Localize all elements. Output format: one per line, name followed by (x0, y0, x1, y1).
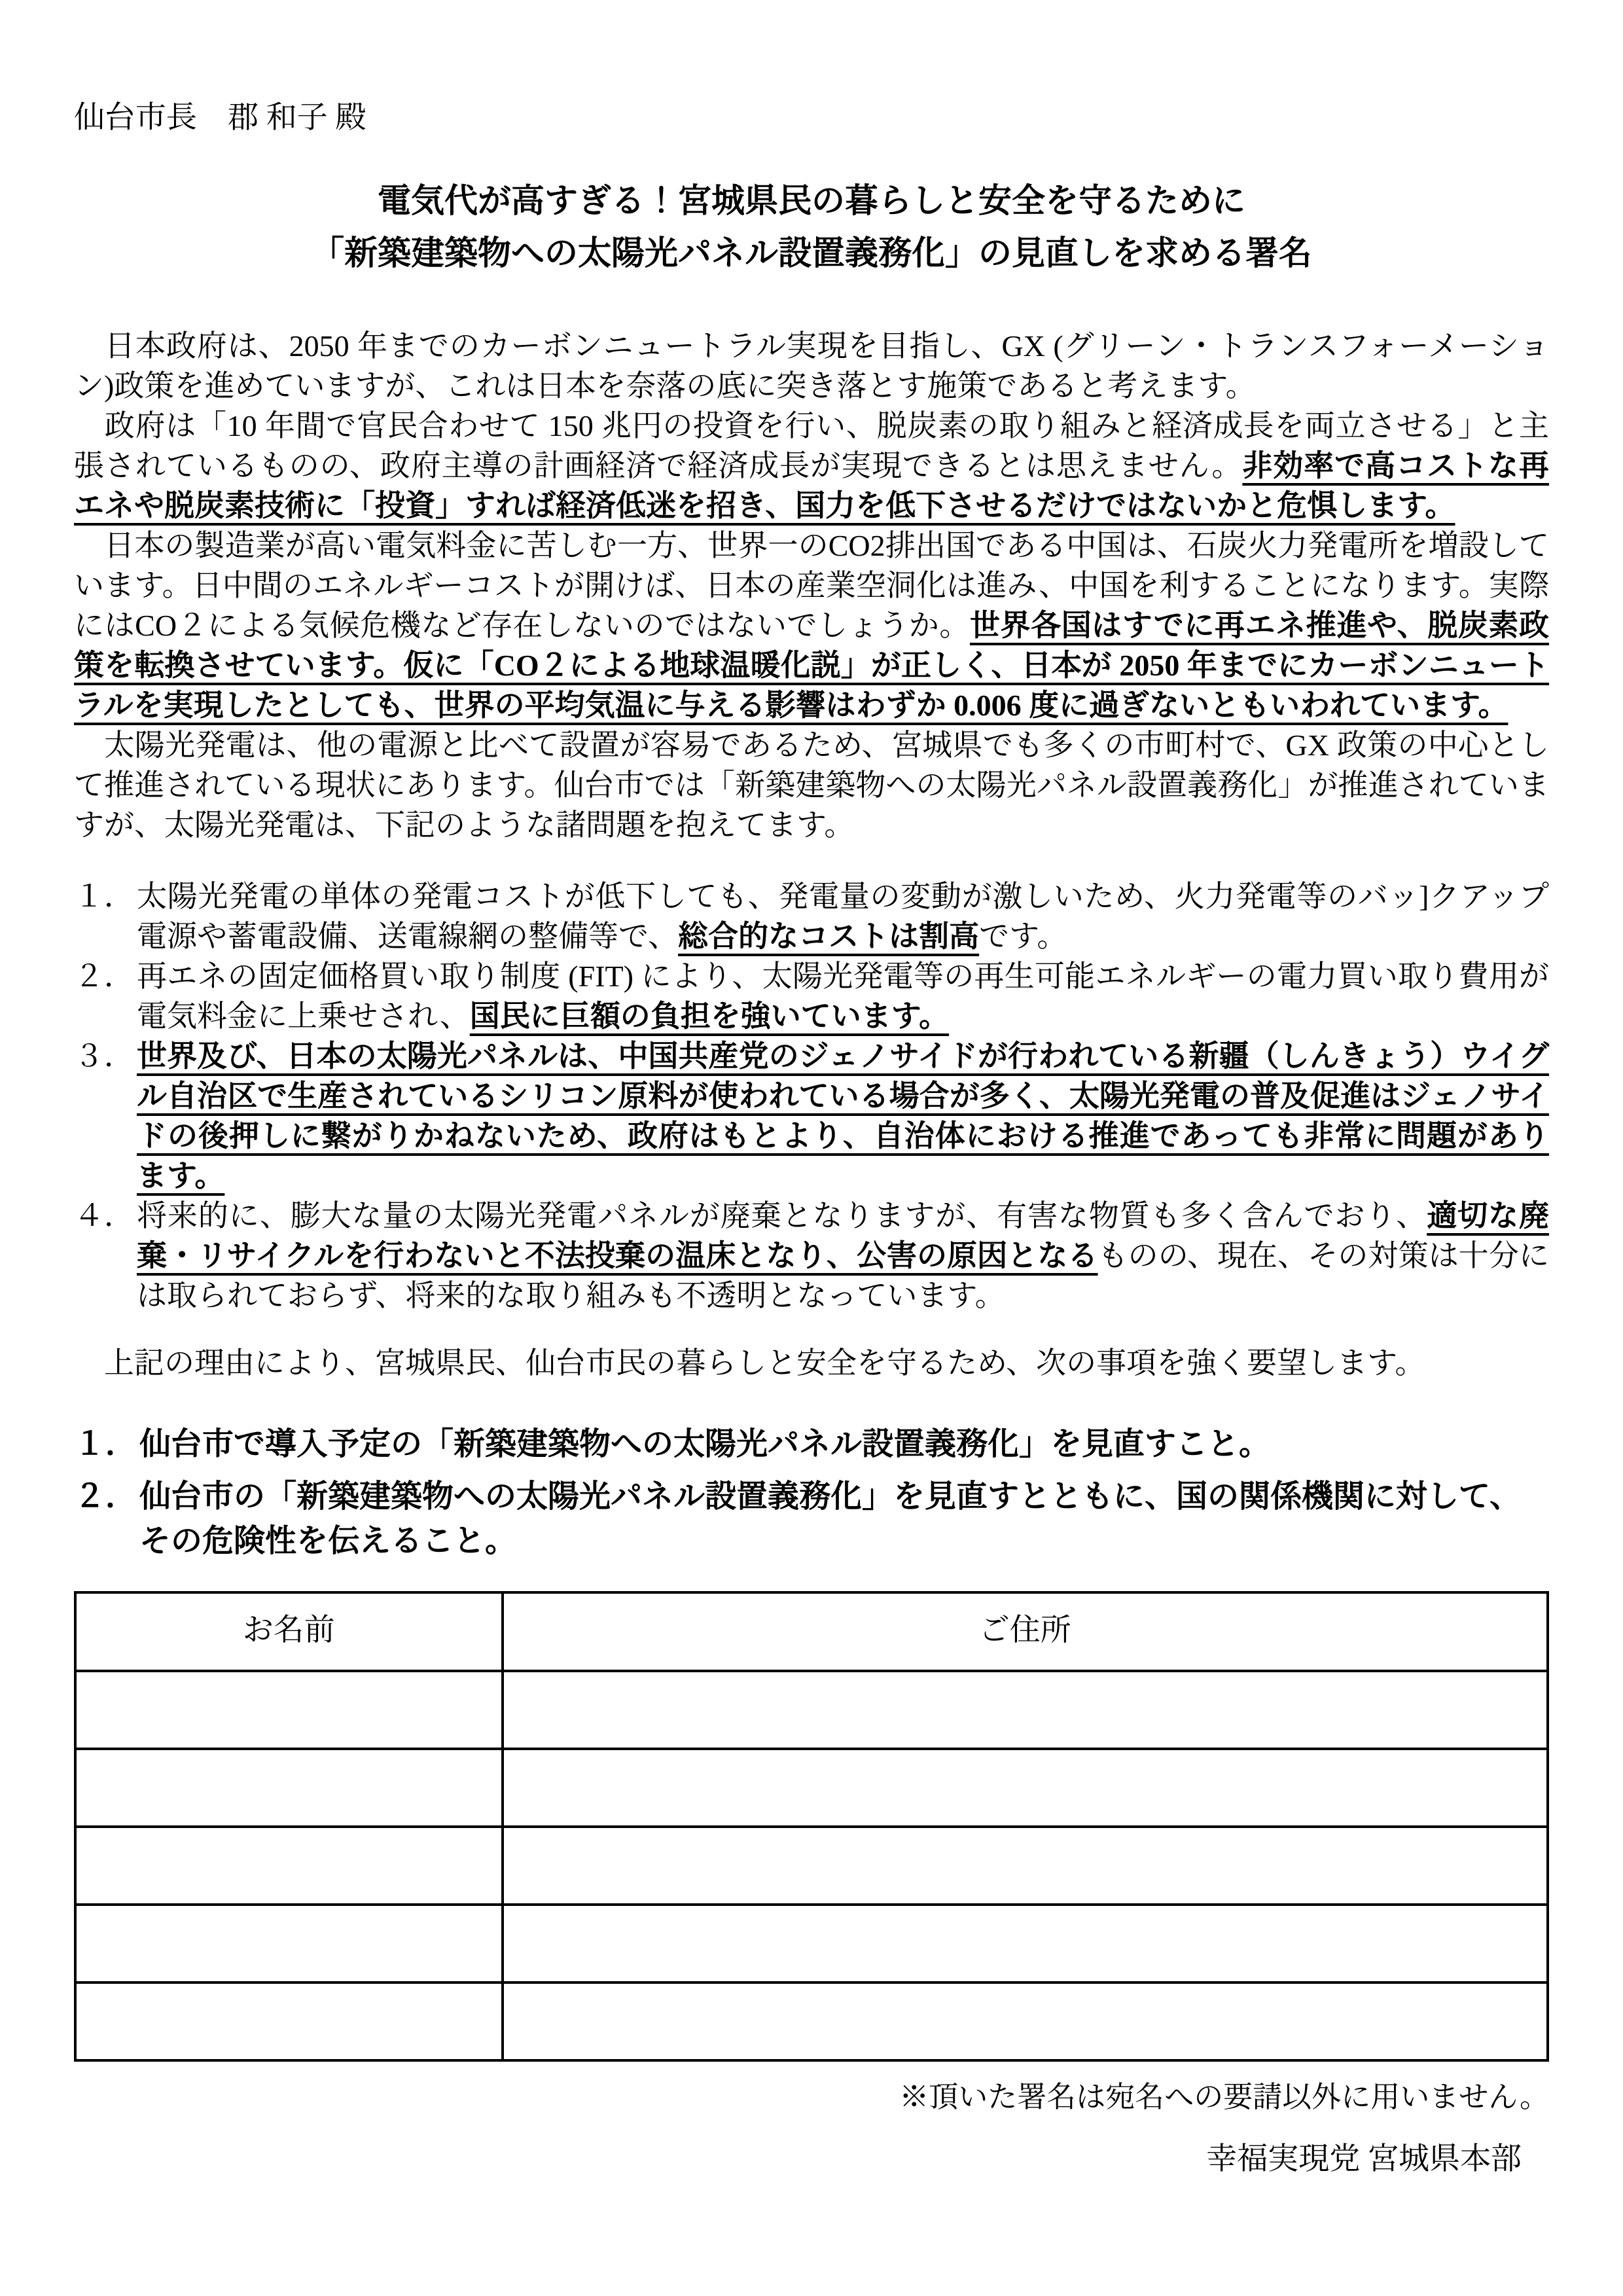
issue-item-1 (74, 876, 1549, 956)
issue-number: ３． (74, 1039, 134, 1073)
signature-row (75, 1905, 1548, 1982)
issue-number: ２． (74, 960, 134, 993)
paragraph-china-co2: 日本の製造業が高い電気料金に苦しむ一方、世界一のCO2排出国である中国は、石炭火力発電所を増設しています。日中間のエネルギーコストが開けば、日本の産業空洞化は進み、中国を利することになります。実際にはCO２による気候危機など存在しないのではないでしょうか。世界各国はすでに再エネ推進や、脱炭素政策を転換させています。仮に「CO２による地球温暖化説」が正しく、日本が 2050 年までにカーボンニュートラルを実現したとしても、世界の平均気温に与える影響はわずか 0.006 度に過ぎないともいわれています。 (74, 529, 1549, 722)
address-entry-cell[interactable] (503, 1905, 1548, 1982)
paragraph-gx-policy: 日本政府は、2050 年までのカーボンニュートラル実現を目指し、GX (グリーン・トランスフォーメーション)政策を進めていますが、これは日本を奈落の底に突き落とす施策であると考えます。 (74, 329, 1549, 403)
signature-row (75, 1749, 1548, 1827)
issue-item-4 (74, 1196, 1549, 1316)
petition-title-line2: 「新築建築物への太陽光パネル設置義務化」の見直しを求める署名 (310, 236, 1312, 272)
issue-text: 太陽光発電の単体の発電コストが低下しても、発電量の変動が激しいため、火力発電等のバッ]クアップ電源や蓄電設備、送電線網の整備等で、総合的なコストは割高です。 (137, 880, 1549, 953)
addressee-line: 仙台市長 郡 和子 殿 (74, 101, 366, 135)
issue-list (74, 876, 1549, 1316)
demand-text: 仙台市で導入予定の「新築建築物への太陽光パネル設置義務化」を見直すこと。 (139, 1427, 1271, 1462)
address-entry-cell[interactable] (503, 1671, 1548, 1749)
paragraph-investment-concern: 政府は「10 年間で官民合わせて 150 兆円の投資を行い、脱炭素の取り組みと経済成長を両立させる」と主張されているものの、政府主導の計画経済で経済成長が実現できるとは思えません。非効率で高コストな再エネや脱炭素技術に「投資」すれば経済低迷を招き、国力を低下させるだけではないかと危惧します。 (74, 409, 1550, 522)
signature-table-header-row (75, 1592, 1548, 1671)
name-entry-cell[interactable] (75, 1749, 503, 1827)
petition-title-line1: 電気代が高すぎる！宮城県民の暮らしと安全を守るために (377, 183, 1245, 220)
petition-body (74, 326, 1549, 845)
name-entry-cell[interactable] (75, 1827, 503, 1905)
demand-item-1 (74, 1422, 1549, 1467)
issue-text: 世界及び、日本の太陽光パネルは、中国共産党のジェノサイドが行われている新疆（しんきょう）ウイグル自治区で生産されているシリコン原料が使われている場合が多く、太陽光発電の普及促進はジェノサイドの後押しに繋がりかねないため、政府はもとより、自治体における推進であっても非常に問題があります。 (137, 1039, 1549, 1193)
name-entry-cell[interactable] (75, 1982, 503, 2060)
demand-number: ２． (74, 1479, 137, 1514)
column-header-name: お名前 (75, 1592, 503, 1671)
issue-item-2 (74, 956, 1549, 1036)
column-header-address: ご住所 (503, 1592, 1548, 1671)
address-entry-cell[interactable] (503, 1749, 1548, 1827)
issue-text: 再エネの固定価格買い取り制度 (FIT) により、太陽光発電等の再生可能エネルギーの電力買い取り費用が電気料金に上乗せされ、国民に巨額の負担を強いています。 (137, 960, 1549, 1033)
paragraph-solar-mandate: 太陽光発電は、他の電源と比べて設置が容易であるため、宮城県でも多くの市町村で、GX 政策の中心として推進されている現状にあります。仙台市では「新築建築物への太陽光パネル設置義務化」が推進されていますが、太陽光発電は、下記のような諸問題を抱えてます。 (74, 728, 1549, 842)
issue-text: 将来的に、膨大な量の太陽光発電パネルが廃棄となりますが、有害な物質も多く含んでおり、適切な廃棄・リサイクルを行わないと不法投棄の温床となり、公害の原因となるものの、現在、その対策は十分には取られておらず、将来的な取り組みも不透明となっています。 (137, 1199, 1550, 1312)
name-entry-cell[interactable] (75, 1905, 503, 1982)
name-entry-cell[interactable] (75, 1671, 503, 1749)
address-entry-cell[interactable] (503, 1827, 1548, 1905)
issue-number: ４． (74, 1199, 134, 1232)
signature-row (75, 1827, 1548, 1905)
demand-text: 仙台市の「新築建築物への太陽光パネル設置義務化」を見直すとともに、国の関係機関に対して、その危険性を伝えること。 (139, 1479, 1522, 1558)
signature-table-body (75, 1671, 1548, 2060)
address-entry-cell[interactable] (503, 1982, 1548, 2060)
organization-signature: 幸福実現党 宮城県本部 (1206, 2142, 1522, 2176)
signature-row (75, 1982, 1548, 2060)
demand-list (74, 1422, 1549, 1564)
demand-item-2 (74, 1475, 1549, 1564)
closing-statement: 上記の理由により、宮城県民、仙台市民の暮らしと安全を守るため、次の事項を強く要望します。 (74, 1346, 1425, 1380)
privacy-footnote: ※頂いた署名は宛名への要請以外に用いません。 (899, 2081, 1549, 2113)
issue-item-3 (74, 1036, 1549, 1196)
signature-table (74, 1591, 1549, 2062)
issue-number: １． (74, 880, 134, 913)
demand-number: １． (74, 1427, 137, 1462)
signature-row (75, 1671, 1548, 1749)
petition-title (74, 175, 1549, 280)
